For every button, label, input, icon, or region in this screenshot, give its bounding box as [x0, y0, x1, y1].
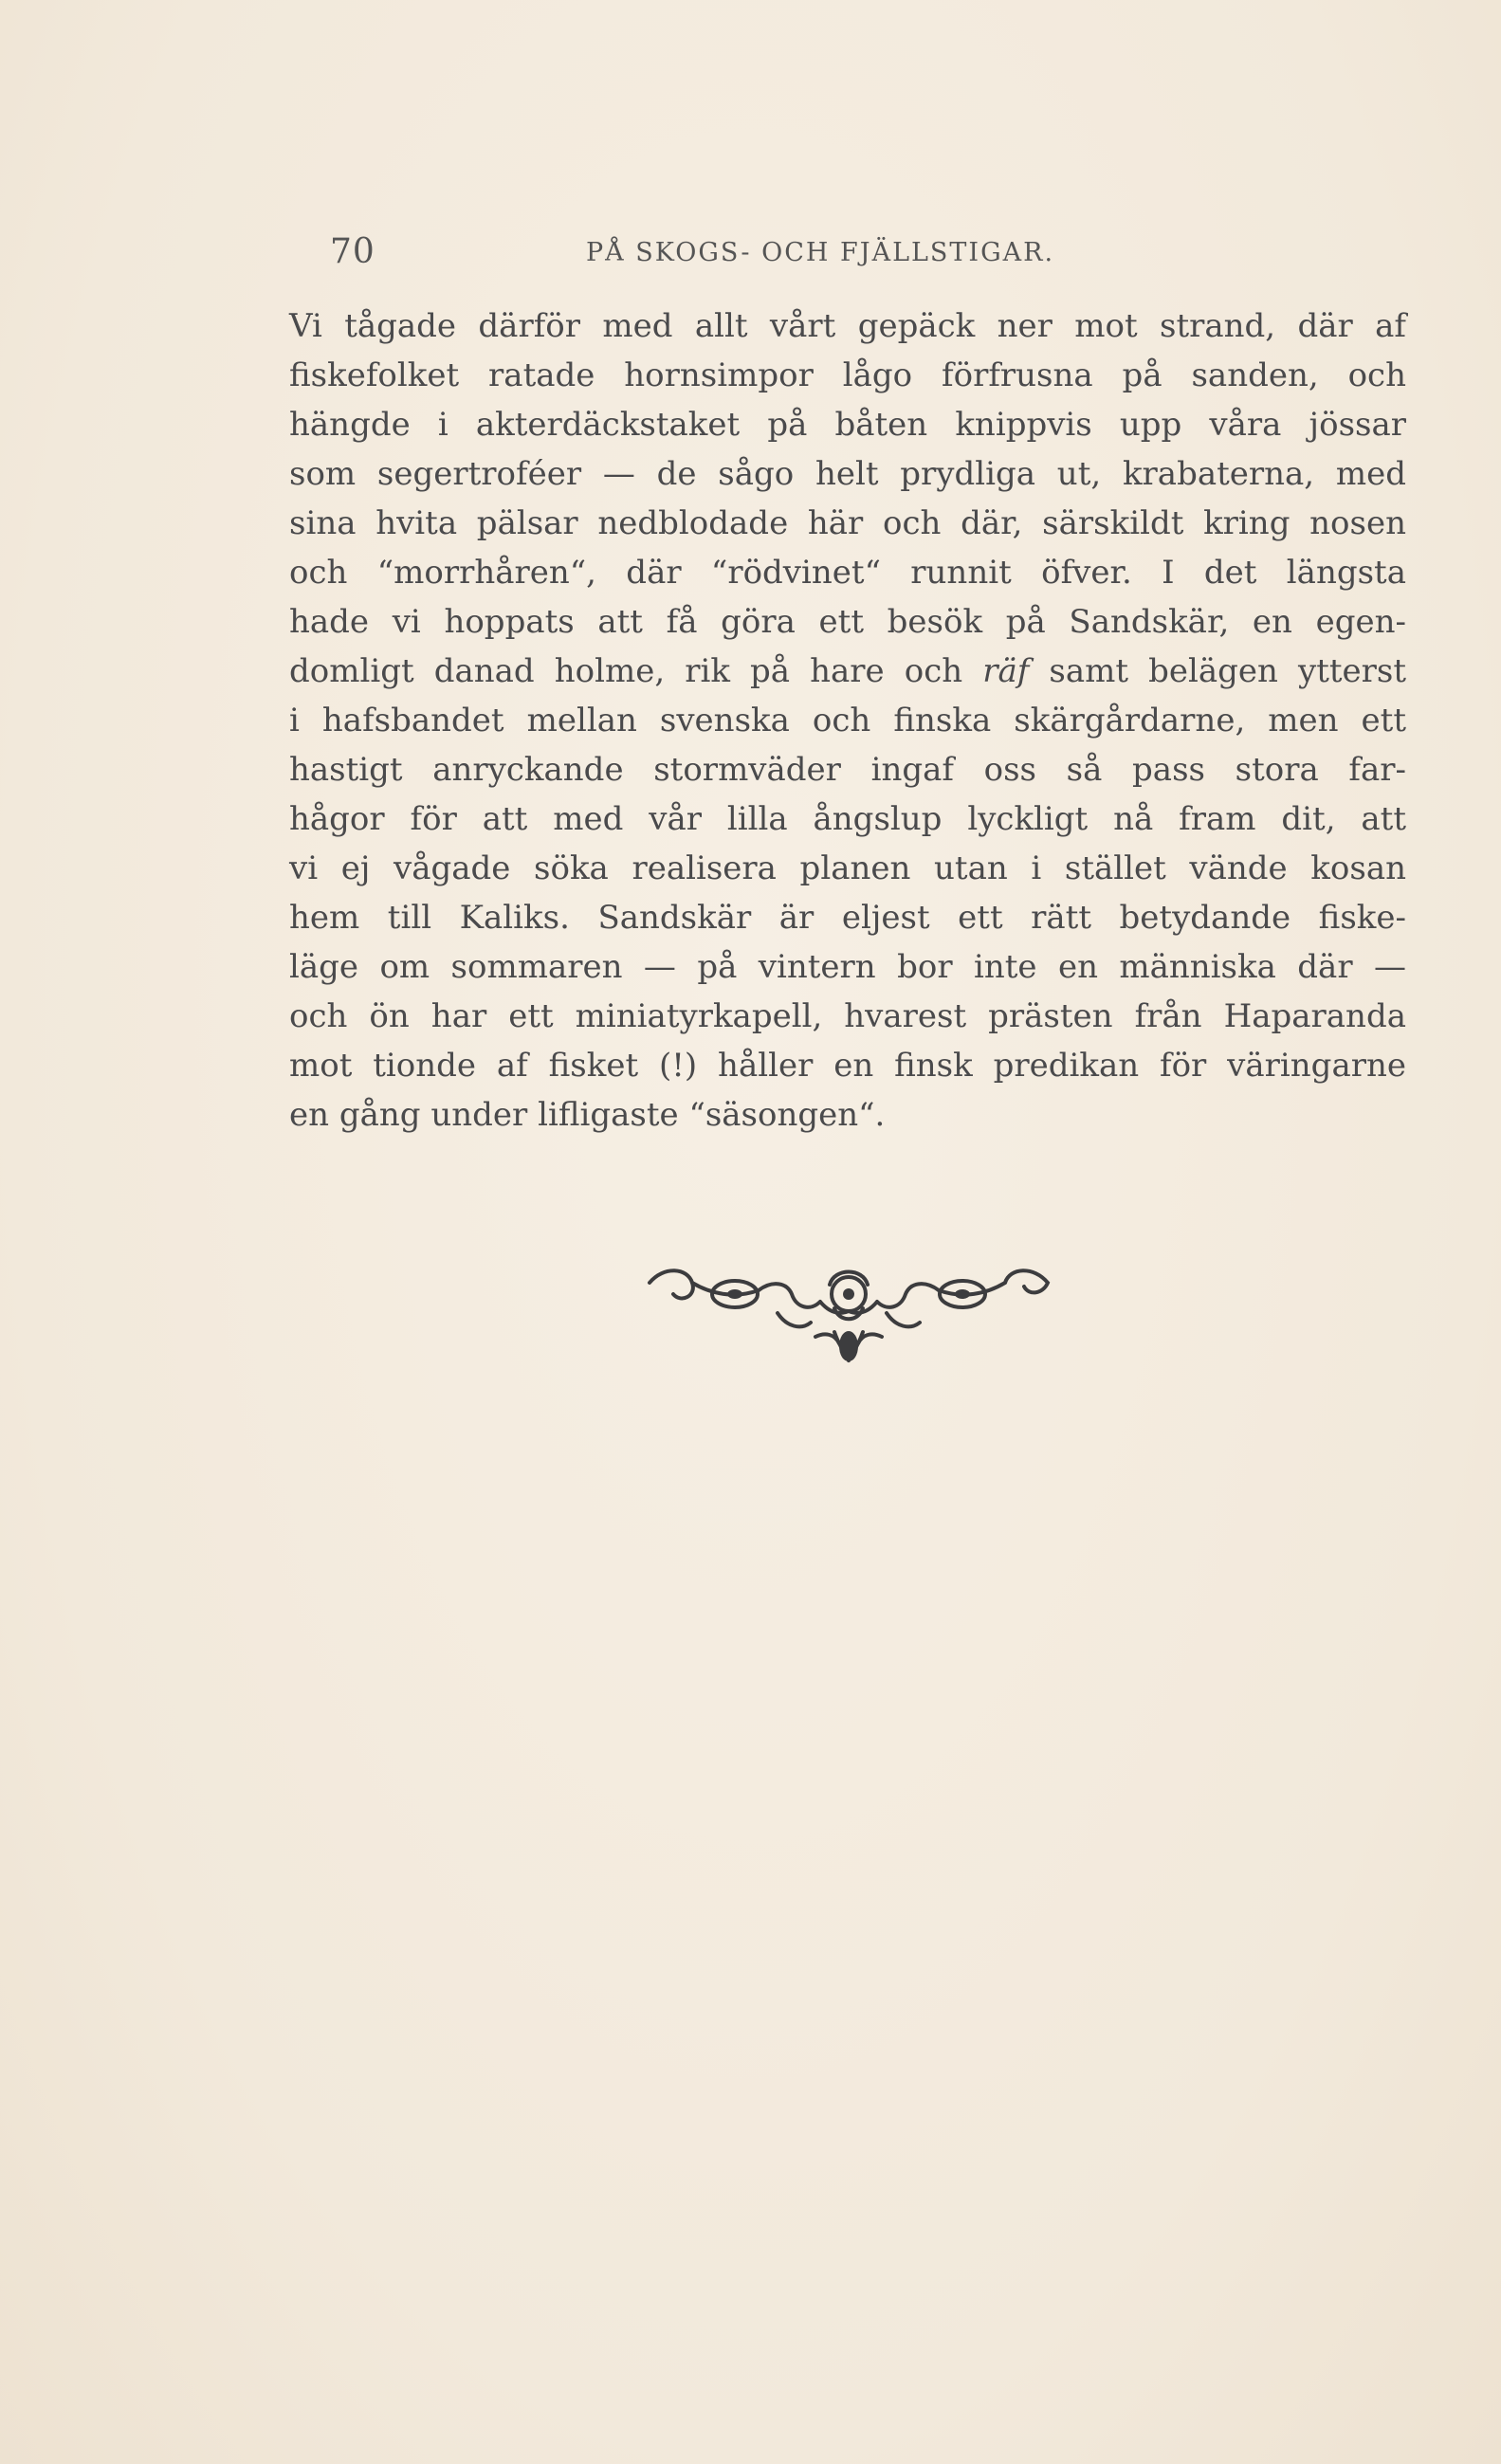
text-segment: samt belägen ytterst — [1049, 652, 1407, 690]
text-line: fiskefolket ratade hornsimpor lågo förfrusna på sanden, och — [289, 356, 1406, 394]
text-line: vi ej vågade söka realisera planen utan i stället vände kosan — [289, 849, 1406, 887]
text-line — [289, 647, 1406, 696]
text-line: och ön har ett miniatyrkapell, hvarest prästen från Haparanda — [289, 997, 1406, 1035]
text-line: sina hvita pälsar nedblodade här och där, särskildt kring nosen — [289, 504, 1406, 542]
text-line: och “morrhåren“, där “rödvinet“ runnit öfver. I det längsta — [289, 554, 1406, 592]
italic-word: räf — [982, 652, 1030, 690]
text-segment: domligt danad holme, rik på hare och — [289, 652, 963, 690]
text-line: hågor för att med vår lilla ångslup lyckligt nå fram dit, att — [289, 800, 1406, 838]
running-head: PÅ SKOGS- OCH FJÄLLSTIGAR. — [586, 238, 1055, 267]
decorative-ornament-icon — [645, 1256, 1053, 1379]
text-line: hem till Kaliks. Sandskär är eljest ett rätt betydande fiske- — [289, 899, 1406, 937]
text-line: läge om sommaren — på vintern bor inte en människa där — — [289, 948, 1406, 986]
text-line: i hafsbandet mellan svenska och finska skärgårdarne, men ett — [289, 702, 1406, 739]
page-number: 70 — [330, 232, 375, 271]
text-line: hastigt anryckande stormväder ingaf oss så pass stora far- — [289, 751, 1406, 789]
text-line: en gång under lifligaste “säsongen“. — [289, 1096, 886, 1134]
page-header — [330, 232, 1401, 280]
text-line: som segertroféer — de sågo helt prydliga ut, krabaterna, med — [289, 455, 1406, 493]
text-line: mot tionde af fisket (!) håller en finsk predikan för väringarne — [289, 1047, 1406, 1085]
text-line: hängde i akterdäckstaket på båten knippvis upp våra jössar — [289, 406, 1406, 444]
text-line: Vi tågade därför med allt vårt gepäck ner mot strand, där af — [289, 307, 1406, 345]
text-line: hade vi hoppats att få göra ett besök på Sandskär, en egen- — [289, 603, 1406, 641]
body-paragraph — [289, 301, 1406, 1140]
